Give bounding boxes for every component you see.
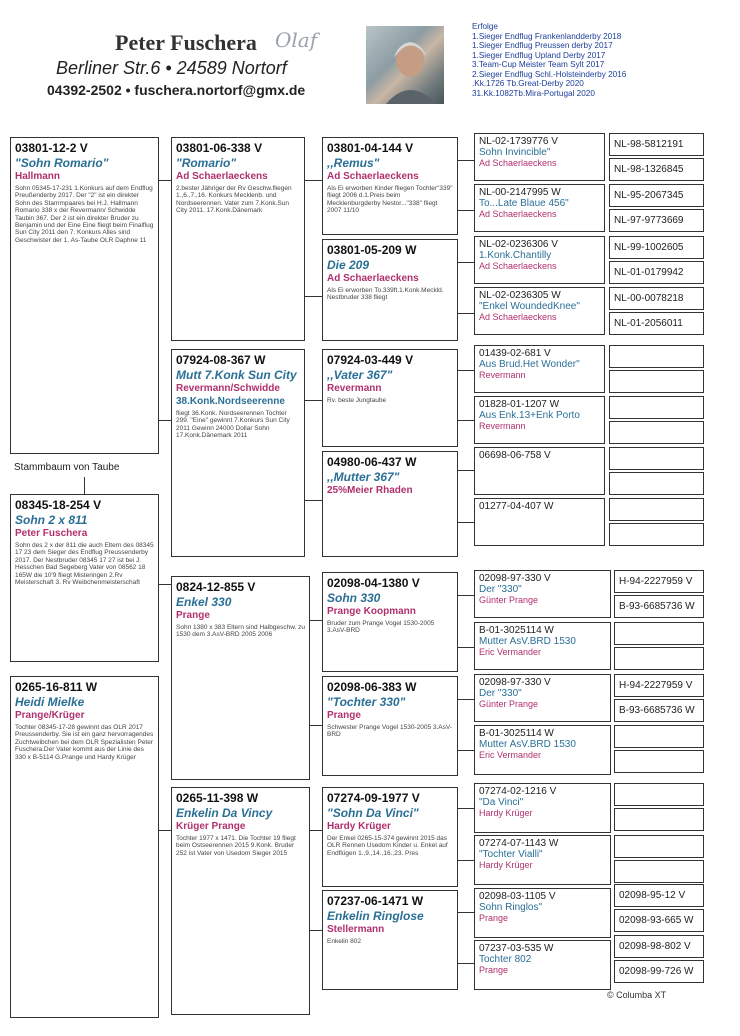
pigeon-name: Tochter 802 <box>479 954 532 965</box>
ring-number: 02098-03-1105 V <box>479 891 556 902</box>
owner-address: Berliner Str.6 • 24589 Nortorf <box>56 58 287 78</box>
pigeon-card-gen3 <box>474 396 605 444</box>
pigeon-card-gen4 <box>609 345 704 368</box>
achievement-item: 1.Sieger Endflug Preussen derby 2017 <box>472 41 613 50</box>
ring-number: 01828-01-1207 W <box>479 399 560 410</box>
ring-number: 02098-97-330 V <box>479 677 551 688</box>
pigeon-description: Rv. beste Jungtaube <box>327 397 387 404</box>
pigeon-name: Sohn Ringlos" <box>479 902 543 913</box>
pigeon-card-gen4 <box>609 312 704 335</box>
ring-number: 02098-06-383 W <box>327 680 417 694</box>
achievement-item: 1.Sieger Endflug Upland Derby 2017 <box>472 50 606 60</box>
achievement-item: 2.Sieger Endflug Schl.-Holsteinderby 2016 <box>472 69 627 79</box>
ring-number: 07274-09-1977 V <box>327 791 420 805</box>
ring-number <box>615 784 703 794</box>
ring-number <box>615 836 703 846</box>
pigeon-card-gen4 <box>614 570 704 593</box>
pigeon-card-subject <box>10 137 159 454</box>
pigeon-name: "Da Vinci" <box>479 797 524 808</box>
pigeon-card-gen2 <box>322 676 458 776</box>
pigeon-name: "Sohn Romario" <box>15 156 109 170</box>
connector-line <box>458 262 474 263</box>
achievement-item: 3.Team-Cup Meister Team Sylt 2017 <box>472 60 605 69</box>
ring-number: 03801-04-144 V <box>327 141 414 155</box>
pigeon-card-gen3 <box>474 888 611 938</box>
breeder-name: Prange/Krüger <box>15 710 85 721</box>
pigeon-card-gen1 <box>171 137 305 341</box>
connector-line <box>310 930 322 931</box>
ring-number: 08345-18-254 V <box>15 498 102 512</box>
pigeon-card-gen4 <box>609 523 704 546</box>
pigeon-card-gen4 <box>614 909 704 932</box>
pigeon-card-gen4 <box>614 783 704 806</box>
ring-number: NL-98-5812191 <box>614 139 684 150</box>
ring-number <box>610 397 703 407</box>
ring-number: 03801-12-2 V <box>15 141 88 155</box>
ring-number <box>610 524 703 534</box>
pigeon-card-gen4 <box>614 622 704 645</box>
pigeon-card-gen2 <box>322 137 458 235</box>
pigeon-name: "Tochter Vialli" <box>479 849 543 860</box>
breeder-name: Hallmann <box>15 171 61 182</box>
ring-number: 07237-03-535 W <box>479 943 554 954</box>
connector-line <box>310 620 322 621</box>
pigeon-description: Der Enkel 0265-15-374 gewinnt 2015 das OLR Rennen Usedom Kinder u. Enkel auf Endflügen 1.,9.,14.,16.,23. Pres <box>327 835 448 857</box>
pigeon-name: Sohn 2 x 811 <box>15 513 88 527</box>
connector-line <box>458 912 474 913</box>
pigeon-name: Der "330" <box>479 584 522 595</box>
breeder-name: Revermann <box>479 370 526 380</box>
pigeon-card-gen4 <box>609 498 704 521</box>
ring-number: 02098-93-665 W <box>619 915 694 926</box>
pigeon-name: 1.Konk.Chantilly <box>479 250 552 261</box>
connector-line <box>458 808 474 809</box>
ring-number: 0824-12-855 V <box>176 580 256 594</box>
pigeon-name: Enkelin Da Vincy <box>176 806 273 820</box>
breeder-name: 25%Meier Rhaden <box>327 485 413 496</box>
pigeon-card-gen4 <box>614 884 704 907</box>
ring-number: 0265-11-398 W <box>176 791 259 805</box>
breeder-name: Prange <box>479 913 509 923</box>
pigeon-card-gen4 <box>614 699 704 722</box>
connector-line <box>310 725 322 726</box>
breeder-name: Günter Prange <box>479 699 539 709</box>
ring-number: B-93-6685736 W <box>619 705 695 716</box>
ring-number: 02098-97-330 V <box>479 573 551 584</box>
ring-number <box>610 371 703 381</box>
ring-number: 01277-04-407 W <box>479 501 554 512</box>
breeder-name: Ad Schaerlaeckens <box>327 273 419 284</box>
pigeon-card-gen3 <box>474 835 611 885</box>
pigeon-description: Sohn des 2 x der 811 die auch Eltern des 08345 17 23 dem Sieger des Endflug Preussenderby 2017. Der Nestbruder 08345 17 27 ist bei J. Hesschen Bad Segeberg Vater von 08562 18 165W die 10'9 fliegt Misteringen 2.Rv Meisterschaft 3. Rv Weibchenmeisterschaft <box>15 542 154 587</box>
pigeon-name: Mutt 7.Konk Sun City <box>176 368 297 382</box>
breeder-name: Prange <box>176 610 210 621</box>
ring-number <box>615 751 703 761</box>
breeder-name: Stellermann <box>327 924 385 935</box>
ring-number: 07924-08-367 W <box>176 353 266 367</box>
connector-line <box>458 420 474 421</box>
pigeon-card-mother <box>10 676 159 1018</box>
ring-number <box>610 473 703 483</box>
ring-number: 06698-06-758 V <box>479 450 551 461</box>
ring-number: NL-02-0236306 V <box>479 239 558 250</box>
connector-line <box>458 595 474 596</box>
ring-number: 02098-95-12 V <box>619 890 686 901</box>
stammbaum-label: Stammbaum von Taube <box>14 462 120 473</box>
ring-number: 07274-02-1216 V <box>479 786 557 797</box>
pigeon-card-gen2 <box>322 349 458 447</box>
pigeon-description: Schwester Prange Vogel 1530-2005 3.AsV-BRD <box>327 724 453 739</box>
pigeon-card-gen3 <box>474 674 611 722</box>
pigeon-card-gen4 <box>614 935 704 958</box>
pigeon-card-gen4 <box>614 674 704 697</box>
ring-number: 02098-04-1380 V <box>327 576 420 590</box>
pigeon-card-gen3 <box>474 725 611 775</box>
achievement-item: .Kk.1726 Tb.Great-Derby 2020 <box>472 79 584 88</box>
pigeon-description: Enkelin 802 <box>327 938 361 945</box>
pigeon-card-gen3 <box>474 783 611 833</box>
ring-number <box>615 648 703 658</box>
ring-number: B-93-6685736 W <box>619 601 695 612</box>
ring-number <box>610 448 703 458</box>
pigeon-description: Als Ei erworben Kinder fliegen Tochter"339" fliegt 2006 d.1.Preis beim Mecklenburgderby Nestor..."338" fliegt 2007 11/10 <box>327 185 453 215</box>
connector-line <box>458 860 474 861</box>
ring-number: B-01-3025114 W <box>479 625 554 636</box>
pigeon-card-gen4 <box>614 960 704 983</box>
pigeon-description: Als Ei erworben To.339ft.1.Konk.Meckld. Nestbruder 338 fliegt <box>327 287 444 302</box>
ring-number: 04980-06-437 W <box>327 455 417 469</box>
pigeon-card-gen3 <box>474 447 605 495</box>
ring-number <box>615 623 703 633</box>
breeder-name: Revermann/Schwidde <box>176 383 280 394</box>
pigeon-card-gen3 <box>474 236 605 284</box>
ring-number: NL-97-9773669 <box>614 215 684 226</box>
breeder-name: Eric Vermander <box>479 647 542 657</box>
ring-number: NL-01-0179942 <box>614 267 684 278</box>
pigeon-card-gen2 <box>322 787 458 887</box>
breeder-name: Revermann <box>327 383 382 394</box>
connector-line <box>159 180 171 181</box>
breeder-name: Prange <box>327 710 361 721</box>
pigeon-card-gen1 <box>171 787 310 1015</box>
ring-number <box>615 726 703 736</box>
owner-photo <box>366 26 444 104</box>
ring-number: 03801-06-338 V <box>176 141 263 155</box>
pigeon-card-gen3 <box>474 570 611 618</box>
pigeon-card-father <box>10 494 159 662</box>
pigeon-card-gen4 <box>609 261 704 284</box>
pigeon-card-gen2 <box>322 572 458 672</box>
breeder-name: Eric Vermander <box>479 750 542 760</box>
handwritten-note: Olaf <box>275 28 318 52</box>
pigeon-card-gen4 <box>614 595 704 618</box>
breeder-name: Hardy Krüger <box>479 860 533 870</box>
pigeon-card-gen4 <box>614 750 704 773</box>
ring-number: 0265-16-811 W <box>15 680 98 694</box>
ring-number: 07237-06-1471 W <box>327 894 424 908</box>
pigeon-name: Aus Enk.13+Enk Porto <box>479 410 580 421</box>
connector-line <box>458 470 474 471</box>
connector-line <box>159 420 171 421</box>
connector-line <box>305 400 322 401</box>
pigeon-name: Enkel 330 <box>176 595 232 609</box>
ring-number: NL-00-0078218 <box>614 293 684 304</box>
footer-copyright: © Columba XT <box>607 990 667 1000</box>
pigeon-card-gen4 <box>614 647 704 670</box>
pigeon-card-gen4 <box>609 447 704 470</box>
ring-number: 07924-03-449 V <box>327 353 414 367</box>
pigeon-description: 2.bester Jähriger der Rv Geschw.fliegen 1.,6.,7.,16. Konkurs Mecklenb. und Nordseerennen. Vater zum 7.Konk.Sun City 2011. 17.Konk.Dänemark <box>176 185 292 215</box>
pigeon-name: ,,Mutter 367" <box>327 470 400 484</box>
pigeon-card-gen4 <box>609 158 704 181</box>
ring-number <box>615 809 703 819</box>
breeder-name: Ad Schaerlaeckens <box>479 209 557 219</box>
pigeon-card-gen4 <box>609 287 704 310</box>
breeder-name: Ad Schaerlaeckens <box>479 261 557 271</box>
pigeon-name: ,,Remus" <box>327 156 380 170</box>
pigeon-name: Aus Brud.Het Wonder" <box>479 359 580 370</box>
connector-line <box>458 647 474 648</box>
pigeon-name: "Romario" <box>176 156 237 170</box>
breeder-name: Günter Prange <box>479 595 539 605</box>
pigeon-name: Heidi Mielke <box>15 695 85 709</box>
connector-line <box>159 584 171 585</box>
achievement-item: 31.Kk.1082Tb.Mira-Portugal 2020 <box>472 88 595 98</box>
owner-contact: 04392-2502 • fuschera.nortorf@gmx.de <box>47 82 306 98</box>
pigeon-description: Tochter 1977 x 1471. Die Tochter 19 fliegt beim Ostseerennen 2015 9.Konk. Bruder 252 ist Vater von Usedom Sieger 2015 <box>176 835 296 857</box>
pigeon-name: To...Late Blaue 456" <box>479 198 569 209</box>
pigeon-name: ,,Vater 367" <box>327 368 393 382</box>
pigeon-name: Die 209 <box>327 258 370 272</box>
pigeon-card-gen2 <box>322 451 458 557</box>
pigeon-name: Sohn Invincible" <box>479 147 551 158</box>
breeder-name: Revermann <box>479 421 526 431</box>
pigeon-name: "Tochter 330" <box>327 695 406 709</box>
pigeon-card-gen3 <box>474 622 611 670</box>
connector-line <box>458 313 474 314</box>
connector-line <box>305 180 322 181</box>
breeder-name: Hardy Krüger <box>479 808 533 818</box>
pigeon-description: Sohn 05345-17-231 1.Konkurs auf dem Endflug Preußenderby 2017. Der "2" ist ein direkter Sohn des Stammpaares bei H.J. Hallmann Romario 338 x der Revermann/ Schwidde Taubin 367. Der 2 ist ein direkter Bruder zu Benjamin und der Eine Eine fliegt beim Finalflug Sun City 2011 den 7. Konkurs Alles sind Geschwister der 1. As-Taube OLR Daphne 11 <box>15 185 154 244</box>
pigeon-card-gen3 <box>474 133 605 181</box>
ring-number: B-01-3025114 W <box>479 728 554 739</box>
pigeon-card-gen4 <box>609 236 704 259</box>
pigeon-card-gen4 <box>609 472 704 495</box>
ring-number <box>610 346 703 356</box>
pigeon-name: Enkelin Ringlose <box>327 909 424 923</box>
pigeon-card-gen3 <box>474 940 611 990</box>
breeder-name: Prange <box>479 965 509 975</box>
connector-line <box>458 750 474 751</box>
pigeon-card-gen3 <box>474 287 605 335</box>
ring-number <box>610 499 703 509</box>
pigeon-card-gen3 <box>474 498 605 546</box>
pigeon-card-gen4 <box>609 421 704 444</box>
ring-number: 02098-99-726 W <box>619 966 694 977</box>
breeder-name: Ad Schaerlaeckens <box>176 171 268 182</box>
breeder-name: Ad Schaerlaeckens <box>479 158 557 168</box>
breeder-name: Prange Koopmann <box>327 606 416 617</box>
breeder-name: Ad Schaerlaeckens <box>327 171 419 182</box>
pigeon-card-gen2 <box>322 890 458 990</box>
connector-line <box>305 296 322 297</box>
pigeon-card-gen4 <box>609 209 704 232</box>
ring-number: H-94-2227959 V <box>619 680 693 691</box>
ring-number: 07274-07-1143 W <box>479 838 559 849</box>
connector-line <box>159 830 171 831</box>
connector-line <box>458 963 474 964</box>
pigeon-card-gen4 <box>609 370 704 393</box>
ring-number: NL-95-2067345 <box>614 190 684 201</box>
pigeon-card-gen1 <box>171 576 310 780</box>
ring-number: NL-98-1326845 <box>614 164 684 175</box>
connector-line <box>310 830 322 831</box>
ring-number <box>610 422 703 432</box>
pigeon-card-gen4 <box>614 835 704 858</box>
ring-number: NL-00-2147995 W <box>479 187 561 198</box>
achievement-item: 1.Sieger Endflug Frankenlandderby 2018 <box>472 31 622 41</box>
pigeon-card-gen4 <box>609 133 704 156</box>
owner-name: Peter Fuschera <box>115 30 257 55</box>
connector-line <box>458 160 474 161</box>
breeder-name: Hardy Krüger <box>327 821 391 832</box>
ring-number: 01439-02-681 V <box>479 348 551 359</box>
pigeon-card-gen4 <box>614 860 704 883</box>
ring-number: NL-02-1739776 V <box>479 136 558 147</box>
pigeon-card-gen1 <box>171 349 305 557</box>
pigeon-name: Der "330" <box>479 688 522 699</box>
connector-line <box>84 477 85 494</box>
connector-line <box>458 522 474 523</box>
ring-number: NL-02-0236305 W <box>479 290 561 301</box>
achievements-title: Erfolge <box>472 22 498 31</box>
connector-line <box>458 699 474 700</box>
pigeon-card-gen2 <box>322 239 458 341</box>
pigeon-card-gen3 <box>474 345 605 393</box>
pigeon-name: Sohn 330 <box>327 591 381 605</box>
achievements-list <box>472 22 626 98</box>
ring-number: NL-99-1002605 <box>614 242 684 253</box>
pigeon-name: "Sohn Da Vinci" <box>327 806 419 820</box>
breeder-name: Krüger Prange <box>176 821 246 832</box>
ring-number: H-94-2227959 V <box>619 576 693 587</box>
pigeon-description: Sohn 1380 x 383 Eltern sind Halbgeschw. zu 1530 dem 3.AsV-BRD 2005 2006 <box>176 624 306 639</box>
pigeon-description: fliegt 36.Konk. Nordseerennen Tochter 299. "Eine" gewinnt 7.Konkurs Sun City 2011 Gewinn 24000 Dollar Sohn 17.Konk.Dänemark 2011 <box>176 410 290 440</box>
pigeon-card-gen3 <box>474 184 605 232</box>
connector-line <box>305 500 322 501</box>
pigeon-name: Mutter AsV.BRD 1530 <box>479 636 576 647</box>
pigeon-name: "Enkel WoundedKnee" <box>479 301 580 312</box>
ring-number: 03801-05-209 W <box>327 243 417 257</box>
ring-number <box>615 861 703 871</box>
connector-line <box>458 210 474 211</box>
breeder-name: Peter Fuschera <box>15 528 88 539</box>
breeder-note: 38.Konk.Nordseerenne <box>176 396 285 407</box>
ring-number: 02098-98-802 V <box>619 941 691 952</box>
breeder-name: Ad Schaerlaeckens <box>479 312 557 322</box>
pigeon-name: Mutter AsV.BRD 1530 <box>479 739 576 750</box>
pigeon-description: Bruder zum Prange Vogel 1530-2005 3.AsV-BRD <box>327 620 435 635</box>
ring-number: NL-01-2056011 <box>614 318 683 329</box>
pigeon-card-gen4 <box>609 396 704 419</box>
pigeon-card-gen4 <box>614 808 704 831</box>
pigeon-card-gen4 <box>614 725 704 748</box>
pigeon-description: Tochter 08345-17-28 gewinnt das OLR 2017 Preussenderby. Sie ist ein ganz hervorragendes Zuchtweibchen bei dem OLR Spezialisten Peter Fuschera.Der Vater kommt aus der Linie des 330 x B-5114 G.Prange und Hardy Krüger <box>15 724 154 761</box>
pigeon-card-gen4 <box>609 184 704 207</box>
connector-line <box>458 370 474 371</box>
